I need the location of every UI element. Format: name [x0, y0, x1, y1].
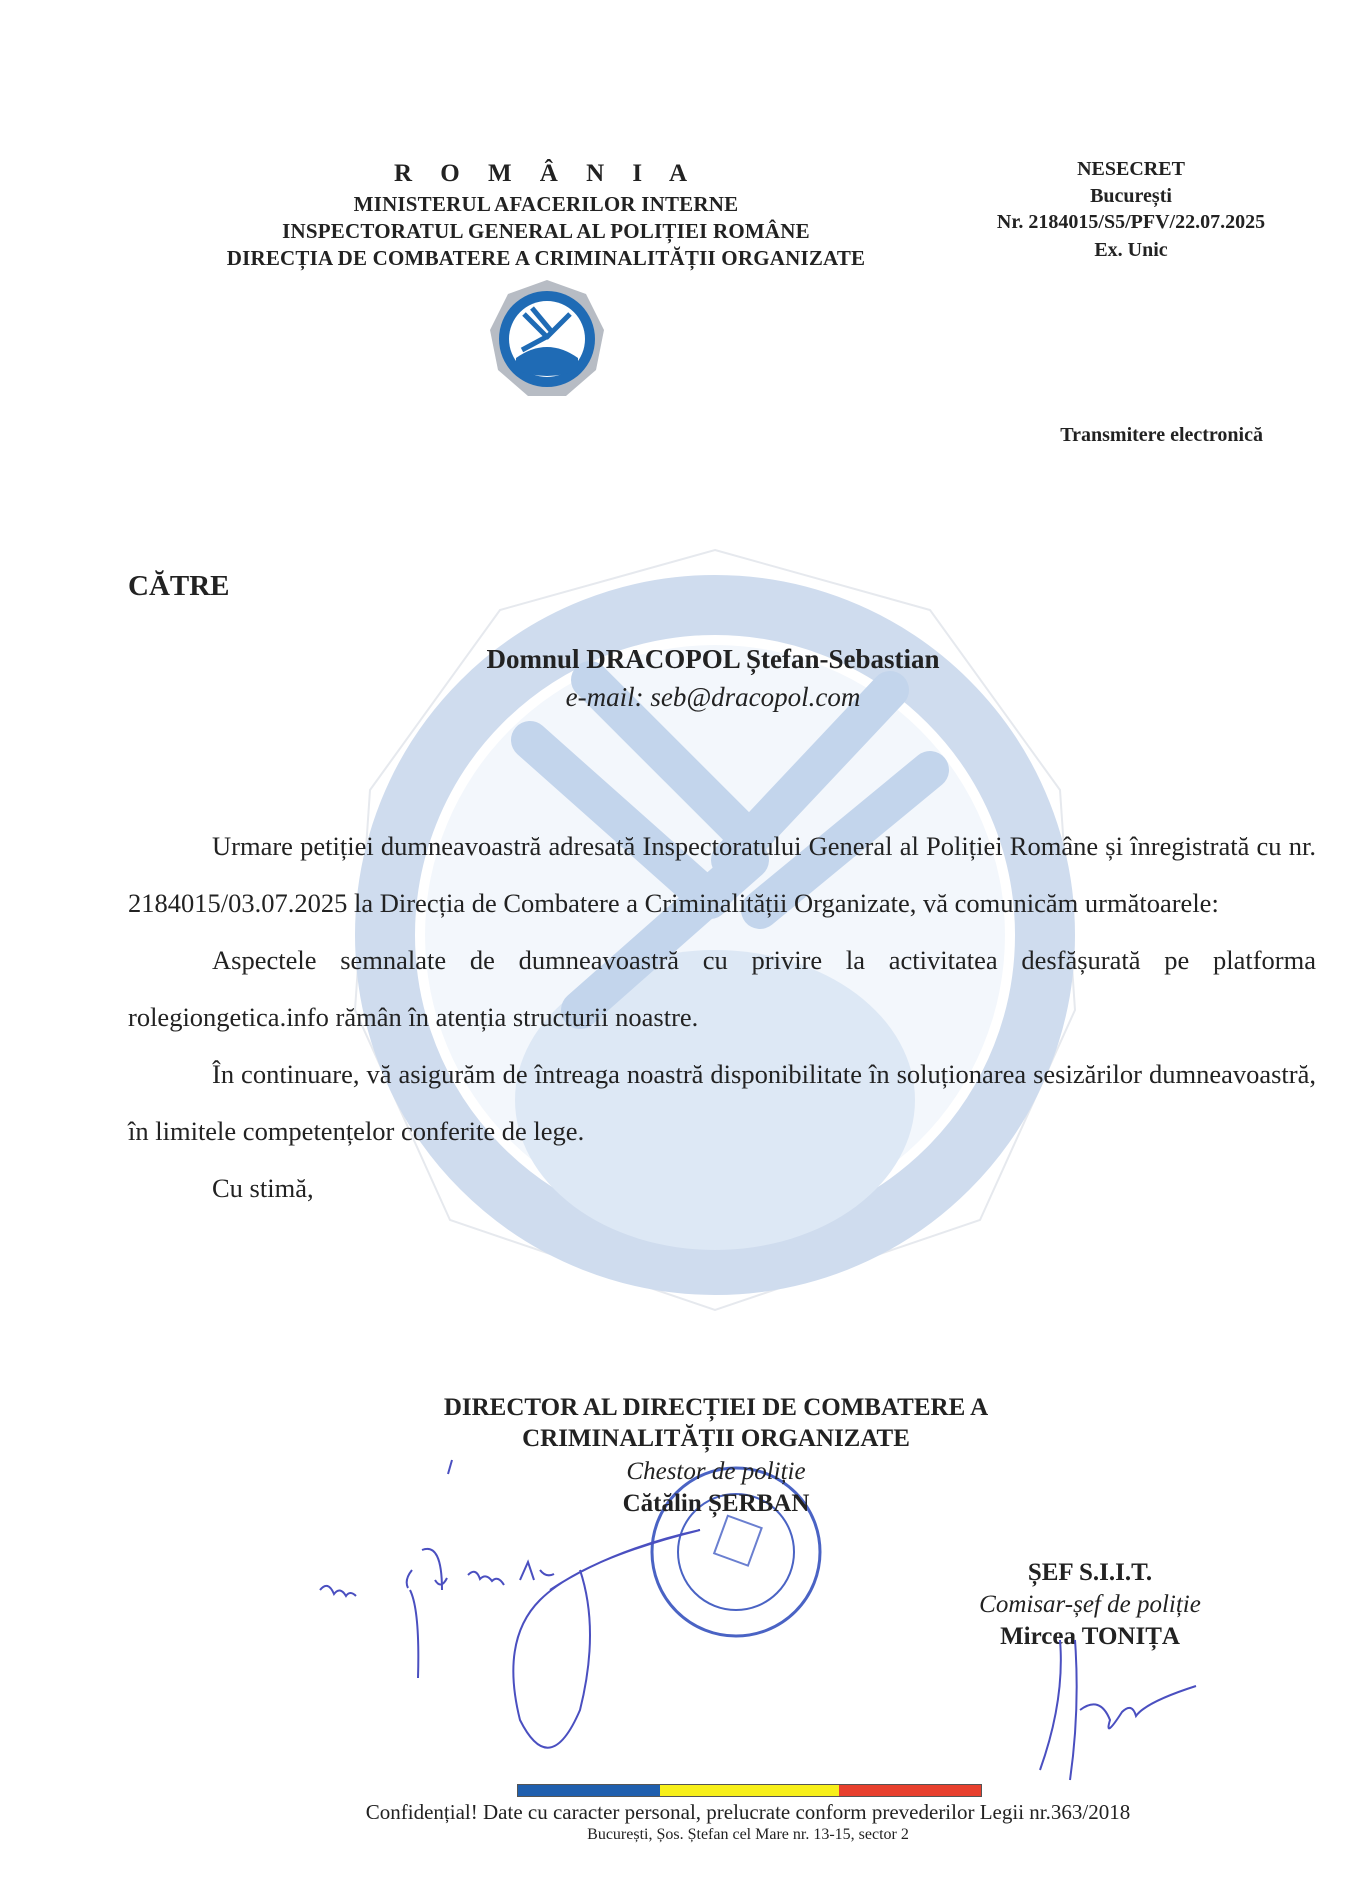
recipient-name: Domnul DRACOPOL Ștefan-Sebastian — [486, 644, 940, 674]
flag-blue — [518, 1785, 660, 1796]
flag-yellow — [660, 1785, 838, 1796]
closing: Cu stimă, — [212, 1173, 314, 1203]
director-name: Cătălin ȘERBAN — [622, 1490, 810, 1517]
header-directorate: DIRECȚIA DE COMBATERE A CRIMINALITĂȚII ORGANIZATE — [226, 246, 866, 270]
chief-name: Mircea TONIȚA — [1000, 1623, 1180, 1650]
transmission-mode: Transmitere electronică — [1060, 424, 1263, 446]
copies: Ex. Unic — [1094, 239, 1168, 261]
director-signature — [300, 1440, 860, 1780]
classification: NESECRET — [1077, 158, 1185, 180]
letter-body — [128, 818, 1316, 1217]
paragraph: Urmare petiției dumneavoastră adresată Inspectoratului General al Poliției Române și înregistrată cu nr. 2184015/03.07.2025 la Direcția de Combatere a Criminalității Organizate, vă comunicăm următoarele: — [128, 831, 1316, 918]
paragraph: În continuare, vă asigurăm de întreaga noastră disponibilitate în soluționarea sesizărilor dumneavoastră, în limitele competențelor conferite de lege. — [128, 1059, 1316, 1146]
chief-title: ȘEF S.I.I.T. — [1027, 1559, 1153, 1586]
dcco-logo — [486, 278, 608, 400]
chief-rank: Comisar-șef de poliție — [979, 1591, 1201, 1618]
document-number: Nr. 2184015/S5/PFV/22.07.2025 — [996, 211, 1266, 233]
director-title-line1: DIRECTOR AL DIRECȚIEI DE COMBATERE A — [443, 1394, 989, 1421]
header-country: R O M Â N I A — [393, 160, 699, 187]
paragraph: Aspectele semnalate de dumneavoastră cu privire la activitatea desfășurată pe platforma rolegiongetica.info rămân în atenția structurii noastre. — [128, 945, 1316, 1032]
chief-signature — [1030, 1630, 1230, 1790]
director-title-line2: CRIMINALITĂȚII ORGANIZATE — [522, 1425, 910, 1452]
flag-bar — [517, 1784, 982, 1797]
footer-address: București, Șos. Ștefan cel Mare nr. 13-15, sector 2 — [587, 1826, 909, 1843]
confidential-notice: Confidențial! Date cu caracter personal, prelucrate conform prevederilor Legii nr.363/2018 — [365, 1800, 1131, 1824]
to-label: CĂTRE — [128, 570, 230, 602]
header-ministry: MINISTERUL AFACERILOR INTERNE — [353, 192, 739, 216]
flag-red — [839, 1785, 981, 1796]
director-rank: Chestor de poliție — [626, 1458, 806, 1485]
recipient-email: e-mail: seb@dracopol.com — [565, 682, 861, 712]
header-inspectorate: INSPECTORATUL GENERAL AL POLIȚIEI ROMÂNE — [282, 219, 810, 243]
city: București — [1090, 185, 1172, 207]
